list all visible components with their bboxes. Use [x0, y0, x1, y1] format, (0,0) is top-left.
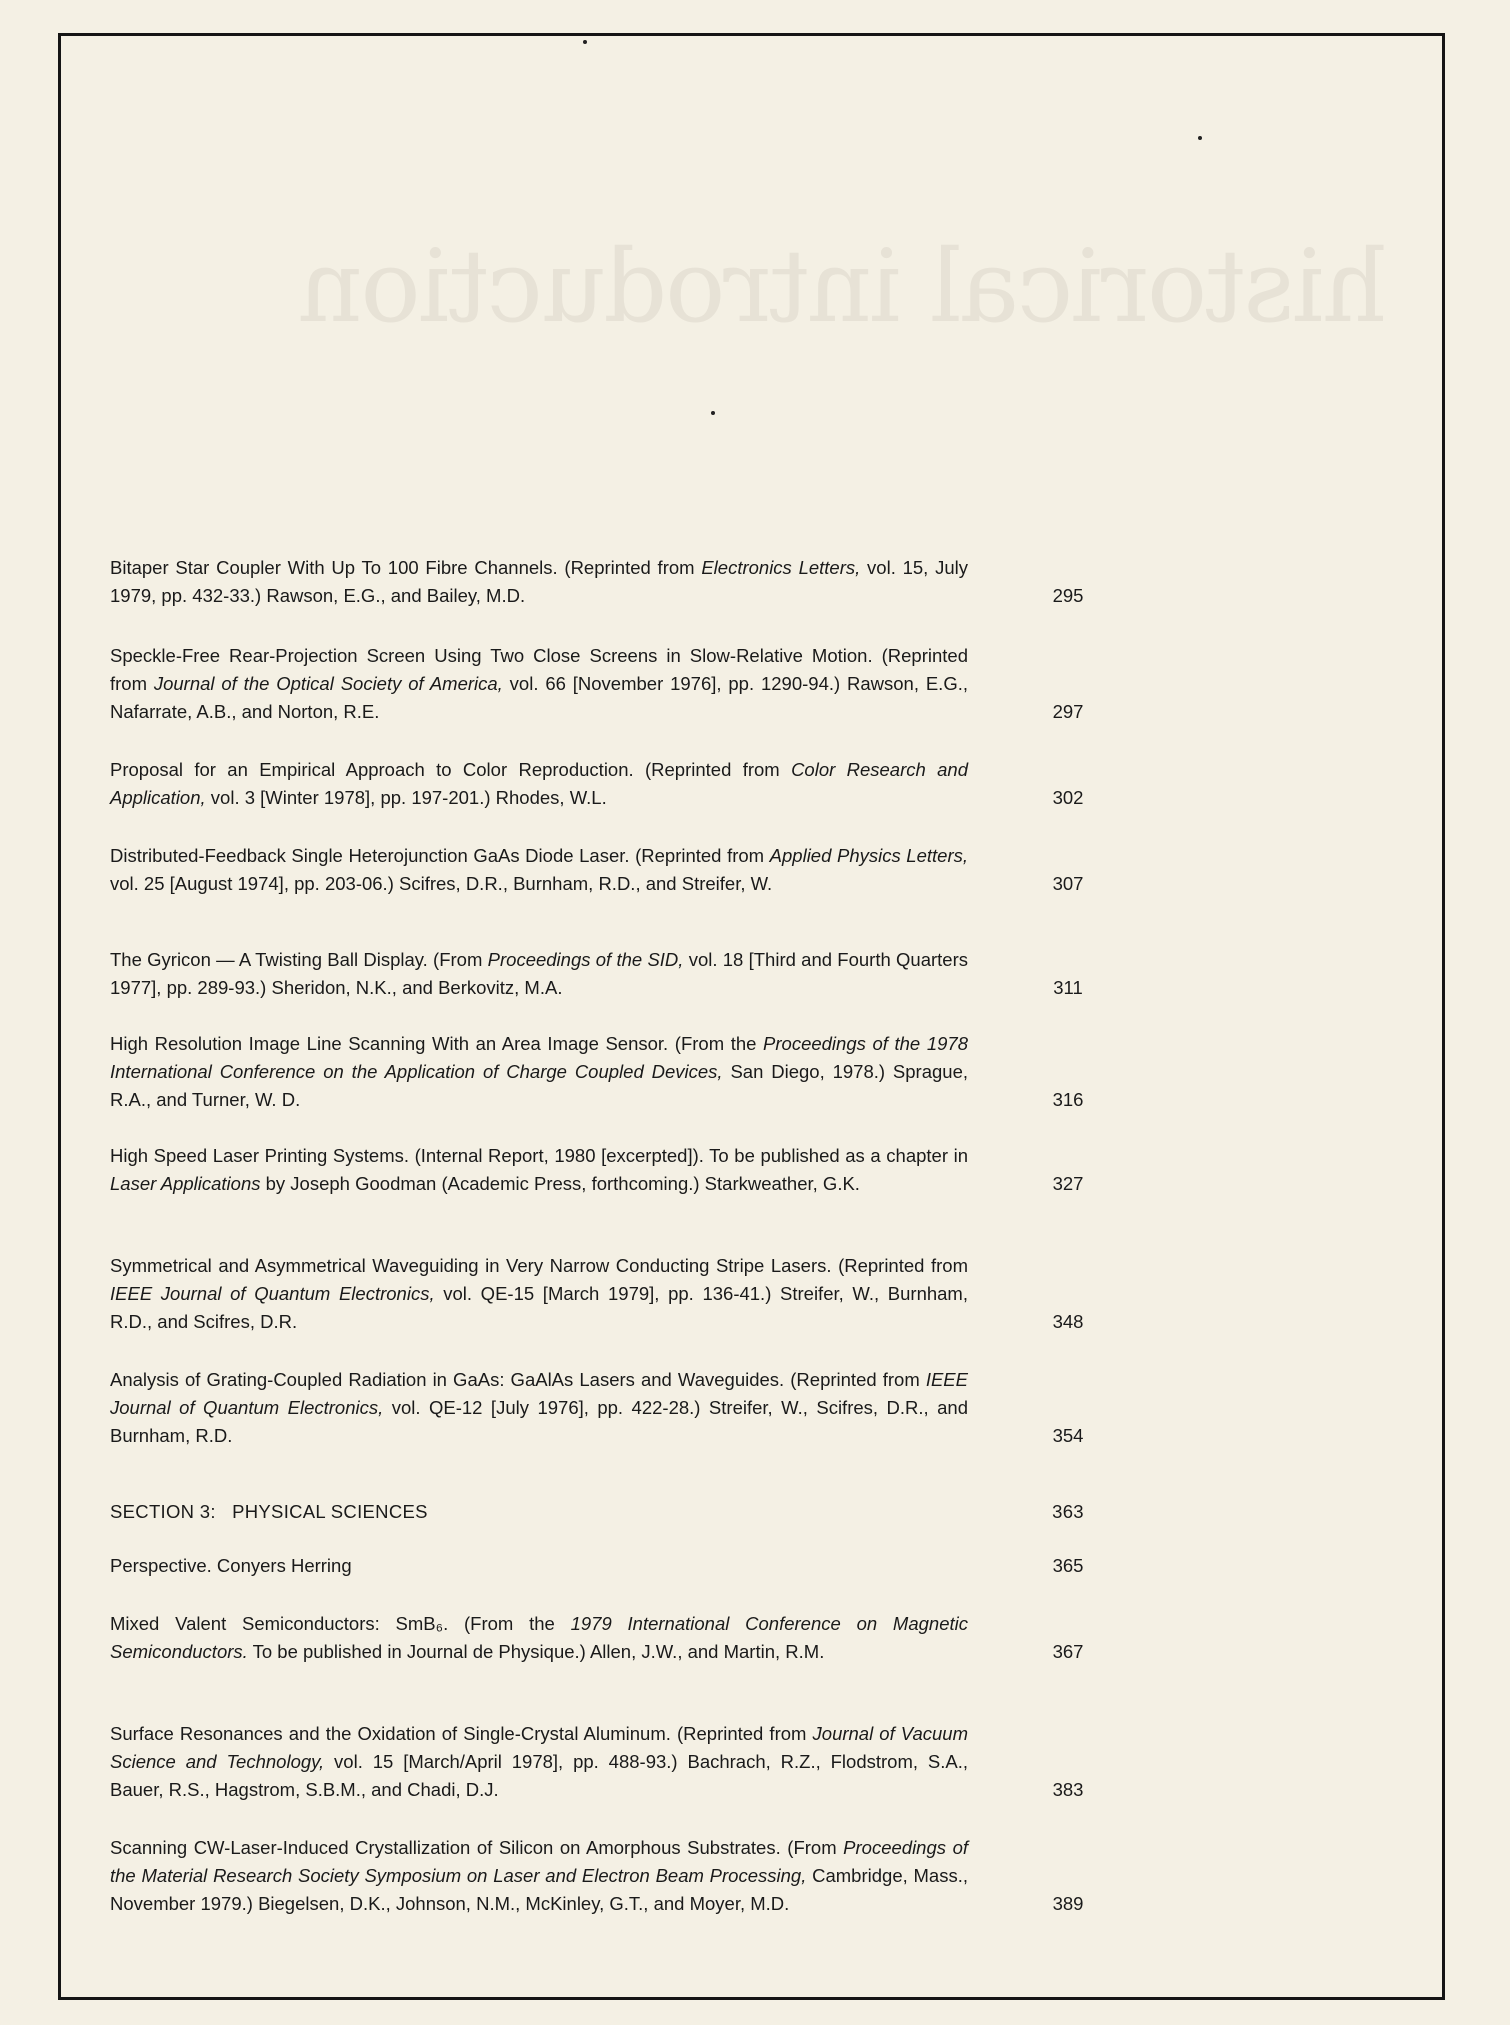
toc-entry — [110, 1142, 1170, 1198]
entry-title: The Gyricon — A Twisting Ball Display. (From — [110, 949, 488, 970]
toc-entry — [110, 1030, 1170, 1114]
entry-page-number: 365 — [1052, 1555, 1084, 1576]
toc-entry — [110, 1252, 1170, 1336]
entry-page-number: 316 — [1052, 1089, 1084, 1110]
entry-title: Analysis of Grating-Coupled Radiation in GaAs: GaAlAs Lasers and Waveguides. (Reprinted from — [110, 1369, 926, 1390]
toc-entry — [110, 1610, 1170, 1666]
entry-page-number: 383 — [1052, 1779, 1084, 1800]
toc-entry — [110, 642, 1170, 726]
bleed-through-heading: historical introduction — [300, 228, 1388, 345]
entry-title: Bitaper Star Coupler With Up To 100 Fibre Channels. (Reprinted from — [110, 557, 702, 578]
entry-details: by Joseph Goodman (Academic Press, forthcoming.) Starkweather, G.K. — [260, 1173, 860, 1194]
entry-page-number: 367 — [1052, 1641, 1084, 1662]
section-page-number: 363 — [1052, 1501, 1084, 1522]
entry-title: High Speed Laser Printing Systems. (Internal Report, 1980 [excerpted]). To be published as a chapter in — [110, 1145, 968, 1166]
perspective-label: Perspective. Conyers Herring — [110, 1555, 352, 1576]
entry-source: Color Research and Application, — [110, 759, 968, 808]
speck — [1198, 136, 1202, 140]
entry-details: Cambridge, Mass., November 1979.) Biegelsen, D.K., Johnson, N.M., McKinley, G.T., and Moyer, M.D. — [110, 1865, 969, 1914]
entry-source: Journal of Vacuum Science and Technology, — [110, 1723, 968, 1772]
entry-title: Speckle-Free Rear-Projection Screen Using Two Close Screens in Slow-Relative Motion. (Reprinted from — [110, 645, 968, 694]
entry-source: Applied Physics Letters, — [769, 845, 969, 866]
entry-details: vol. 15, July 1979, pp. 432-33.) Rawson, E.G., and Bailey, M.D. — [110, 557, 968, 606]
entry-title: Symmetrical and Asymmetrical Waveguiding in Very Narrow Conducting Stripe Lasers. (Reprinted from — [110, 1255, 968, 1276]
entry-details: To be published in Journal de Physique.) Allen, J.W., and Martin, R.M. — [247, 1641, 825, 1662]
entry-page-number: 348 — [1052, 1311, 1084, 1332]
entry-source: Proceedings of the Material Research Society Symposium on Laser and Electron Beam Processing, — [110, 1837, 968, 1886]
entry-page-number: 302 — [1052, 787, 1084, 808]
toc-entry — [110, 756, 1170, 812]
entry-details: vol. 3 [Winter 1978], pp. 197-201.) Rhodes, W.L. — [205, 787, 607, 808]
entry-details: San Diego, 1978.) Sprague, R.A., and Turner, W. D. — [110, 1061, 969, 1110]
entry-page-number: 307 — [1052, 873, 1084, 894]
entry-details: vol. 25 [August 1974], pp. 203-06.) Scifres, D.R., Burnham, R.D., and Streifer, W. — [110, 873, 773, 894]
entry-title: Scanning CW-Laser-Induced Crystallization of Silicon on Amorphous Substrates. (From — [110, 1837, 844, 1858]
entry-title: High Resolution Image Line Scanning With an Area Image Sensor. (From the — [110, 1033, 764, 1054]
toc-entry — [110, 1720, 1170, 1804]
entry-source: Laser Applications — [110, 1173, 261, 1194]
entry-page-number: 311 — [1053, 977, 1083, 998]
entry-source: Electronics Letters, — [701, 557, 861, 578]
entry-title: Proposal for an Empirical Approach to Color Reproduction. (Reprinted from — [110, 759, 792, 780]
toc-entry — [110, 1552, 1170, 1580]
entry-title: Distributed-Feedback Single Heterojunction GaAs Diode Laser. (Reprinted from — [110, 845, 770, 866]
toc-entry — [110, 554, 1170, 610]
entry-details: vol. 18 [Third and Fourth Quarters 1977], pp. 289-93.) Sheridon, N.K., and Berkovitz, M.A. — [110, 949, 969, 998]
entry-page-number: 389 — [1052, 1893, 1084, 1914]
toc-entry — [110, 842, 1170, 898]
entry-details: vol. QE-12 [July 1976], pp. 422-28.) Streifer, W., Scifres, D.R., and Burnham, R.D. — [110, 1397, 968, 1446]
entry-source: IEEE Journal of Quantum Electronics, — [110, 1283, 435, 1304]
speck — [711, 411, 715, 415]
toc-entry — [110, 946, 1170, 1002]
entry-details: vol. QE-15 [March 1979], pp. 136-41.) Streifer, W., Burnham, R.D., and Scifres, D.R. — [110, 1283, 968, 1332]
entry-page-number: 297 — [1052, 701, 1084, 722]
entry-source: Proceedings of the SID, — [487, 949, 684, 970]
entry-title: Surface Resonances and the Oxidation of Single-Crystal Aluminum. (Reprinted from — [110, 1723, 813, 1744]
entry-details: vol. 66 [November 1976], pp. 1290-94.) Rawson, E.G., Nafarrate, A.B., and Norton, R.E. — [110, 673, 968, 722]
entry-source: Proceedings of the 1978 International Conference on the Application of Charge Coupled Devices, — [110, 1033, 968, 1082]
entry-title: Mixed Valent Semiconductors: SmB₆. (From the — [110, 1613, 571, 1634]
entry-source: IEEE Journal of Quantum Electronics, — [110, 1369, 968, 1418]
speck — [583, 40, 587, 44]
entry-page-number: 354 — [1052, 1425, 1084, 1446]
section-heading — [110, 1498, 1170, 1526]
entry-source: Journal of the Optical Society of America, — [153, 673, 503, 694]
entry-page-number: 327 — [1052, 1173, 1084, 1194]
section-label: SECTION 3: PHYSICAL SCIENCES — [110, 1501, 428, 1522]
entry-source: 1979 International Conference on Magnetic Semiconductors. — [110, 1613, 968, 1662]
toc-entry — [110, 1834, 1170, 1918]
entry-page-number: 295 — [1052, 585, 1084, 606]
entry-details: vol. 15 [March/April 1978], pp. 488-93.) Bachrach, R.Z., Flodstrom, S.A., Bauer, R.S., Hagstrom, S.B.M., and Chadi, D.J. — [110, 1751, 968, 1800]
toc-entry — [110, 1366, 1170, 1450]
